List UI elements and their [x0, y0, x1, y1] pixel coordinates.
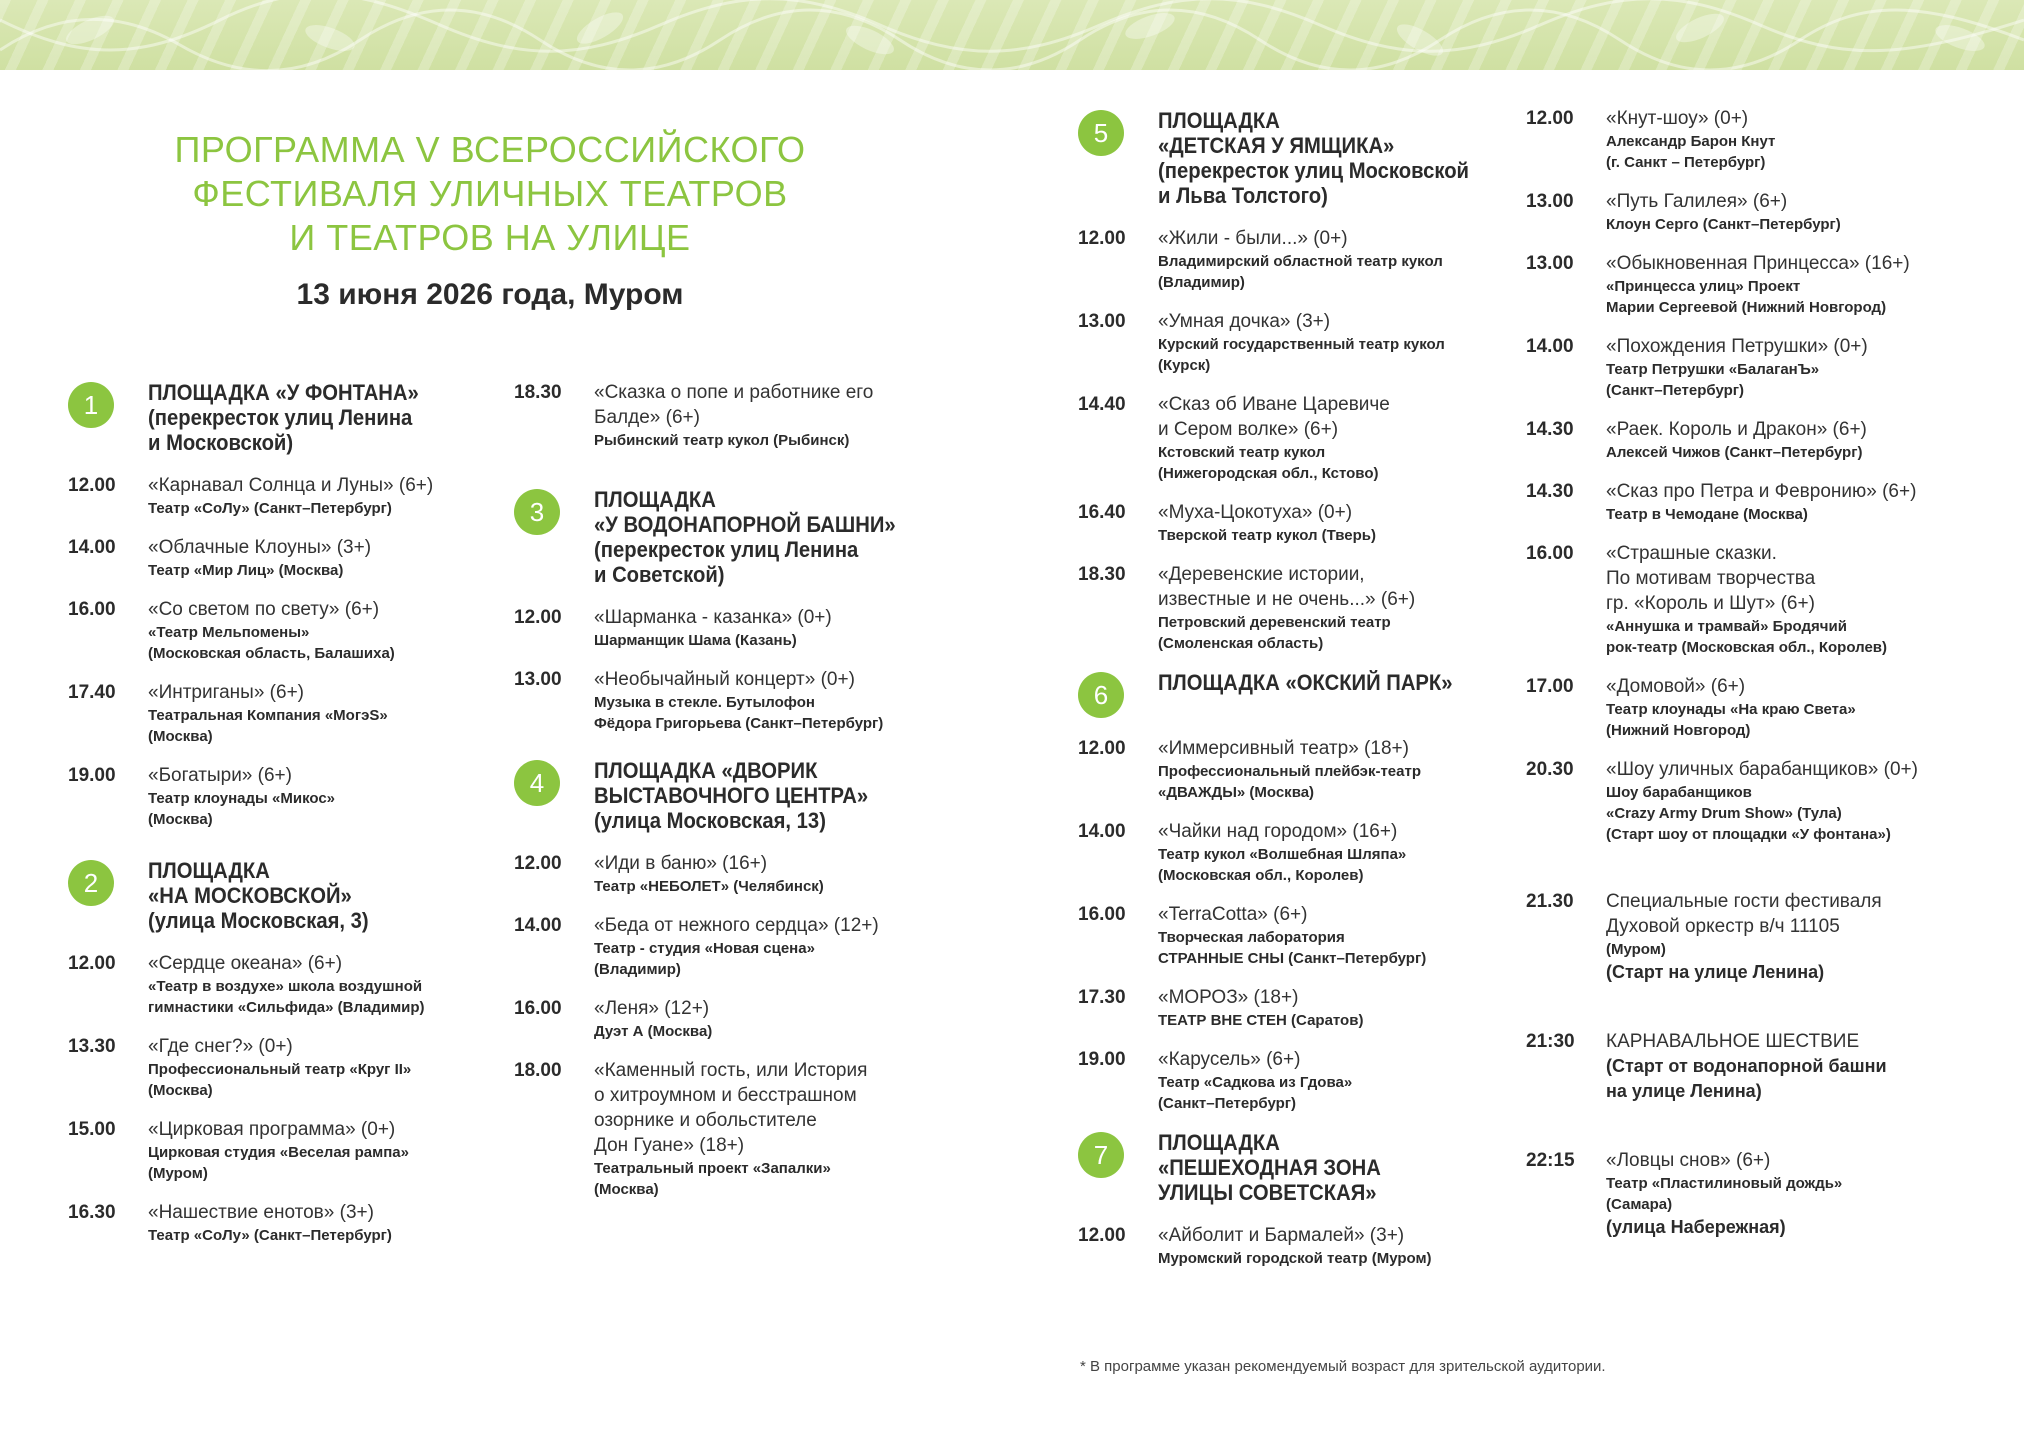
venue-name: ПЛОЩАДКА «ОКСКИЙ ПАРК» [1158, 670, 1453, 695]
event-time: 12.00 [68, 953, 116, 974]
event-time: 13.00 [514, 669, 562, 690]
event-title: «Страшные сказки. По мотивам творчества гр. «Король и Шут» (6+) [1606, 543, 1816, 614]
event-details [1158, 392, 1498, 484]
event-row [1078, 902, 1498, 969]
event-details [1606, 479, 1986, 525]
event-organizer: Цирковая студия «Веселая рампа» (Муром) [148, 1144, 409, 1182]
event-details [1606, 189, 1986, 235]
event-organizer: Театр - студия «Новая сцена» (Владимир) [594, 940, 815, 978]
event-details [1158, 736, 1498, 803]
event-time: 18.00 [514, 1060, 562, 1081]
event-title: «Интриганы» (6+) [148, 682, 304, 703]
column-4 [1526, 106, 1986, 1256]
event-title: «Карусель» (6+) [1158, 1049, 1301, 1070]
event-organizer: «Аннушка и трамвай» Бродячий рок-театр (Московская обл., Королев) [1606, 618, 1888, 656]
event-organizer: Курский государственный театр кукол (Курск) [1158, 336, 1445, 374]
event-row [1526, 1029, 1986, 1104]
event-row [514, 605, 934, 651]
event-details [594, 913, 934, 980]
event-title: «МОРОЗ» (18+) [1158, 987, 1299, 1008]
event-organizer: Театр «Мир Лиц» (Москва) [148, 562, 344, 579]
event-title: «Раек. Король и Дракон» (6+) [1606, 419, 1867, 440]
event-time: 17.30 [1078, 987, 1126, 1008]
event-details [1606, 674, 1986, 741]
event-details [148, 597, 468, 664]
event-time: 12.00 [514, 853, 562, 874]
event-details [1158, 819, 1498, 886]
event-time: 21:30 [1526, 1031, 1575, 1052]
event-time: 14.00 [514, 915, 562, 936]
footnote: * В программе указан рекомендуемый возраст для зрительской аудитории. [1080, 1358, 1606, 1375]
event-title: «Похождения Петрушки» (0+) [1606, 336, 1868, 357]
venue-header [1078, 108, 1498, 208]
event-row [514, 667, 934, 734]
event-title: «Иммерсивный театр» (18+) [1158, 738, 1409, 759]
venue-header [68, 858, 468, 933]
event-time: 13.30 [68, 1036, 116, 1057]
event-title: «Облачные Клоуны» (3+) [148, 537, 372, 558]
event-time: 18.30 [1078, 564, 1126, 585]
column-2 [514, 380, 934, 1216]
decorative-banner [0, 0, 2024, 70]
venue-header [514, 487, 934, 587]
event-time: 12.00 [1078, 228, 1126, 249]
event-details [1606, 334, 1986, 401]
event-title: «Ловцы снов» (6+) [1606, 1150, 1771, 1171]
venue-block [1078, 670, 1498, 1114]
event-time: 16.00 [68, 599, 116, 620]
event-row [68, 1034, 468, 1101]
venue-block [68, 858, 468, 1246]
event-time: 19.00 [68, 765, 116, 786]
event-row [1078, 562, 1498, 654]
event-time: 16.30 [68, 1202, 116, 1223]
event-details [1606, 1148, 1986, 1240]
event-details [1158, 1047, 1498, 1114]
event-title: «Чайки над городом» (16+) [1158, 821, 1398, 842]
event-row [1526, 417, 1986, 463]
event-row [514, 851, 934, 897]
event-time: 12.00 [1526, 108, 1574, 129]
event-details [148, 1200, 468, 1246]
event-title: «Айболит и Бармалей» (3+) [1158, 1225, 1405, 1246]
event-row [1078, 985, 1498, 1031]
event-organizer: (Муром) [1606, 941, 1666, 958]
event-organizer: Петровский деревенский театр (Смоленская область) [1158, 614, 1391, 652]
event-time: 14.00 [1526, 336, 1574, 357]
event-organizer: Театр кукол «Волшебная Шляпа» (Московская обл., Королев) [1158, 846, 1407, 884]
event-organizer: Кстовский театр кукол (Нижегородская обл., Кстово) [1158, 444, 1379, 482]
event-row [68, 1200, 468, 1246]
event-organizer: Театр «Садкова из Гдова» (Санкт–Петербург) [1158, 1074, 1353, 1112]
event-title: «Шоу уличных барабанщиков» (0+) [1606, 759, 1918, 780]
event-details [1606, 541, 1986, 658]
event-title: «Где снег?» (0+) [148, 1036, 293, 1057]
venue-block [514, 380, 934, 451]
event-time: 12.00 [1078, 738, 1126, 759]
venue-number-badge: 2 [68, 860, 114, 906]
event-time: 17.00 [1526, 676, 1574, 697]
event-title: «Цирковая программа» (0+) [148, 1119, 396, 1140]
event-organizer: Дуэт А (Москва) [594, 1023, 713, 1040]
event-time: 14.00 [68, 537, 116, 558]
event-organizer: Театр «НЕБОЛЕТ» (Челябинск) [594, 878, 824, 895]
event-row [68, 473, 468, 519]
event-organizer: Театр клоунады «На краю Света» (Нижний Новгород) [1606, 701, 1856, 739]
event-row [1526, 541, 1986, 658]
column-3 [1078, 108, 1498, 1285]
event-row [514, 1058, 934, 1200]
event-time: 17.40 [68, 682, 116, 703]
event-organizer: Театр «СоЛу» (Санкт–Петербург) [148, 1227, 392, 1244]
event-organizer: Театр в Чемодане (Москва) [1606, 506, 1808, 523]
event-organizer: Клоун Серго (Санкт–Петербург) [1606, 216, 1841, 233]
event-title: «TerraCotta» (6+) [1158, 904, 1308, 925]
event-title: «Леня» (12+) [594, 998, 710, 1019]
event-row [1526, 189, 1986, 235]
venue-block [1526, 106, 1986, 1240]
event-row [68, 1117, 468, 1184]
venue-header [514, 758, 934, 833]
event-title: «Богатыри» (6+) [148, 765, 292, 786]
event-row [514, 380, 934, 451]
event-row [1526, 334, 1986, 401]
event-row [1526, 674, 1986, 741]
event-row [68, 680, 468, 747]
event-title: «Муха-Цокотуха» (0+) [1158, 502, 1353, 523]
event-organizer: Александр Барон Кнут (г. Санкт – Петербург) [1606, 133, 1776, 171]
event-row [1078, 1223, 1498, 1269]
event-row [1078, 1047, 1498, 1114]
event-title: КАРНАВАЛЬНОЕ ШЕСТВИЕ [1606, 1031, 1860, 1052]
event-organizer: «Театр в воздухе» школа воздушной гимнастики «Сильфида» (Владимир) [148, 978, 425, 1016]
event-row [514, 913, 934, 980]
event-time: 16.00 [1526, 543, 1574, 564]
event-organizer: ТЕАТР ВНЕ СТЕН (Саратов) [1158, 1012, 1364, 1029]
venue-name: ПЛОЩАДКА «ПЕШЕХОДНАЯ ЗОНА УЛИЦЫ СОВЕТСКАЯ» [1158, 1130, 1381, 1205]
venue-number-badge: 7 [1078, 1132, 1124, 1178]
event-details [1606, 251, 1986, 318]
event-row [1078, 226, 1498, 293]
venue-block [1078, 108, 1498, 654]
event-row [68, 597, 468, 664]
event-details [594, 380, 934, 451]
event-time: 12.00 [68, 475, 116, 496]
event-details [148, 535, 468, 581]
program-date: 13 июня 2026 года, Муром [296, 278, 684, 311]
event-title: «Обыкновенная Принцесса» (16+) [1606, 253, 1910, 274]
event-details [1158, 500, 1498, 546]
venue-name: ПЛОЩАДКА «НА МОСКОВСКОЙ» (улица Московская, 3) [148, 858, 369, 933]
event-title: «Умная дочка» (3+) [1158, 311, 1331, 332]
event-row [68, 951, 468, 1018]
event-organizer: Театр «СоЛу» (Санкт–Петербург) [148, 500, 392, 517]
venue-block [514, 487, 934, 734]
event-time: 16.00 [1078, 904, 1126, 925]
event-details [1158, 226, 1498, 293]
event-details [1158, 985, 1498, 1031]
event-organizer: Муромский городской театр (Муром) [1158, 1250, 1432, 1267]
event-row [1526, 889, 1986, 985]
event-title: «Каменный гость, или История о хитроумном и бесстрашном озорнике и обольстителе Дон Гуане» (18+) [594, 1060, 868, 1156]
event-time: 12.00 [1078, 1225, 1126, 1246]
venue-header [1078, 670, 1498, 718]
column-1 [68, 380, 468, 1262]
event-row [1526, 479, 1986, 525]
event-details [594, 851, 934, 897]
venue-number-badge: 3 [514, 489, 560, 535]
event-time: 14.00 [1078, 821, 1126, 842]
event-title: «Жили - были...» (0+) [1158, 228, 1348, 249]
event-row [68, 535, 468, 581]
event-time: 14.30 [1526, 419, 1574, 440]
event-organizer: Рыбинский театр кукол (Рыбинск) [594, 432, 850, 449]
event-organizer: Театр «Пластилиновый дождь» (Самара) [1606, 1175, 1843, 1213]
event-time: 20.30 [1526, 759, 1574, 780]
event-organizer: Театр Петрушки «БалаганЪ» (Санкт–Петербург) [1606, 361, 1820, 399]
venue-name: ПЛОЩАДКА «У ФОНТАНА» (перекресток улиц Ленина и Московской) [148, 380, 419, 455]
event-row [68, 763, 468, 830]
event-title: «Нашествие енотов» (3+) [148, 1202, 374, 1223]
event-title: Специальные гости фестиваля Духовой оркестр в/ч 11105 [1606, 891, 1882, 937]
event-time: 15.00 [68, 1119, 116, 1140]
event-row [1526, 106, 1986, 173]
venue-number-badge: 4 [514, 760, 560, 806]
event-details [148, 1117, 468, 1184]
event-details [1606, 757, 1986, 845]
event-details [148, 1034, 468, 1101]
event-row [1078, 392, 1498, 484]
venue-number-badge: 1 [68, 382, 114, 428]
event-organizer: Творческая лаборатория СТРАННЫЕ СНЫ (Санкт–Петербург) [1158, 929, 1427, 967]
event-organizer: Алексей Чижов (Санкт–Петербург) [1606, 444, 1863, 461]
event-title: «Сердце океана» (6+) [148, 953, 343, 974]
event-details [148, 763, 468, 830]
event-time: 13.00 [1526, 191, 1574, 212]
event-time: 19.00 [1078, 1049, 1126, 1070]
event-details [594, 667, 934, 734]
event-time: 12.00 [514, 607, 562, 628]
event-note: (Старт от водонапорной башни на улице Ленина) [1606, 1056, 1887, 1101]
event-details [1158, 562, 1498, 654]
event-organizer: Профессиональный плейбэк-театр «ДВАЖДЫ» (Москва) [1158, 763, 1422, 801]
event-details [1606, 889, 1986, 985]
event-organizer: Профессиональный театр «Круг II» (Москва) [148, 1061, 412, 1099]
event-organizer: Тверской театр кукол (Тверь) [1158, 527, 1377, 544]
venue-block [514, 758, 934, 1200]
event-organizer: Театральная Компания «MoгэS» (Москва) [148, 707, 388, 745]
event-title: «Деревенские истории, известные и не очень...» (6+) [1158, 564, 1416, 610]
event-organizer: Шоу барабанщиков «Crazy Army Drum Show» (Тула) (Старт шоу от площадки «У фонтана») [1606, 784, 1891, 843]
event-title: «Кнут-шоу» (0+) [1606, 108, 1749, 129]
event-organizer: Шарманщик Шама (Казань) [594, 632, 797, 649]
event-title: «Со светом по свету» (6+) [148, 599, 380, 620]
event-note: (Старт на улице Ленина) [1606, 962, 1825, 982]
venue-block [1078, 1130, 1498, 1269]
venue-header [1078, 1130, 1498, 1205]
event-organizer: «Принцесса улиц» Проект Марии Сергеевой (Нижний Новгород) [1606, 278, 1887, 316]
event-title: «Карнавал Солнца и Луны» (6+) [148, 475, 434, 496]
event-details [148, 473, 468, 519]
event-details [594, 605, 934, 651]
event-row [1526, 1148, 1986, 1240]
event-row [514, 996, 934, 1042]
event-details [594, 996, 934, 1042]
event-details [148, 680, 468, 747]
venue-name: ПЛОЩАДКА «ДЕТСКАЯ У ЯМЩИКА» (перекресток улиц Московской и Льва Толстого) [1158, 108, 1470, 208]
event-title: «Беда от нежного сердца» (12+) [594, 915, 879, 936]
event-title: «Необычайный концерт» (0+) [594, 669, 855, 690]
venue-name: ПЛОЩАДКА «ДВОРИК ВЫСТАВОЧНОГО ЦЕНТРА» (улица Московская, 13) [594, 758, 869, 833]
event-details [1606, 1029, 1986, 1104]
event-organizer: Музыка в стекле. Бутылофон Фёдора Григорьева (Санкт–Петербург) [594, 694, 884, 732]
event-details [1606, 417, 1986, 463]
title-block [140, 128, 840, 312]
event-time: 22:15 [1526, 1150, 1575, 1171]
event-row [1078, 500, 1498, 546]
event-title: «Сказ про Петра и Февронию» (6+) [1606, 481, 1917, 502]
event-organizer: Театр клоунады «Микос» (Москва) [148, 790, 336, 828]
event-details [594, 1058, 934, 1200]
event-title: «Домовой» (6+) [1606, 676, 1746, 697]
venue-block [68, 380, 468, 830]
event-row [1078, 309, 1498, 376]
event-details [148, 951, 468, 1018]
event-organizer: Театральный проект «Запалки» (Москва) [594, 1160, 831, 1198]
event-details [1606, 106, 1986, 173]
event-details [1158, 1223, 1498, 1269]
event-time: 16.00 [514, 998, 562, 1019]
program-title: ПРОГРАММА V ВСЕРОССИЙСКОГО ФЕСТИВАЛЯ УЛИЧНЫХ ТЕАТРОВ И ТЕАТРОВ НА УЛИЦЕ [174, 129, 806, 258]
event-organizer: «Театр Мельпомены» (Московская область, Балашиха) [148, 624, 395, 662]
event-note: (улица Набережная) [1606, 1217, 1786, 1237]
venue-number-badge: 6 [1078, 672, 1124, 718]
event-time: 14.40 [1078, 394, 1126, 415]
event-time: 14.30 [1526, 481, 1574, 502]
event-row [1526, 251, 1986, 318]
event-row [1078, 819, 1498, 886]
venue-name: ПЛОЩАДКА «У ВОДОНАПОРНОЙ БАШНИ» (перекресток улиц Ленина и Советской) [594, 487, 896, 587]
event-title: «Иди в баню» (16+) [594, 853, 768, 874]
event-title: «Путь Галилея» (6+) [1606, 191, 1788, 212]
event-title: «Шарманка - казанка» (0+) [594, 607, 832, 628]
event-time: 13.00 [1526, 253, 1574, 274]
event-time: 13.00 [1078, 311, 1126, 332]
event-time: 21.30 [1526, 891, 1574, 912]
venue-header [68, 380, 468, 455]
event-title: «Сказ об Иване Царевиче и Сером волке» (6+) [1158, 394, 1390, 440]
venue-number-badge: 5 [1078, 110, 1124, 156]
event-organizer: Владимирский областной театр кукол (Владимир) [1158, 253, 1443, 291]
event-details [1158, 309, 1498, 376]
event-time: 16.40 [1078, 502, 1126, 523]
event-row [1526, 757, 1986, 845]
event-title: «Сказка о попе и работнике его Балде» (6+) [594, 382, 874, 428]
event-time: 18.30 [514, 382, 562, 403]
event-row [1078, 736, 1498, 803]
event-details [1158, 902, 1498, 969]
